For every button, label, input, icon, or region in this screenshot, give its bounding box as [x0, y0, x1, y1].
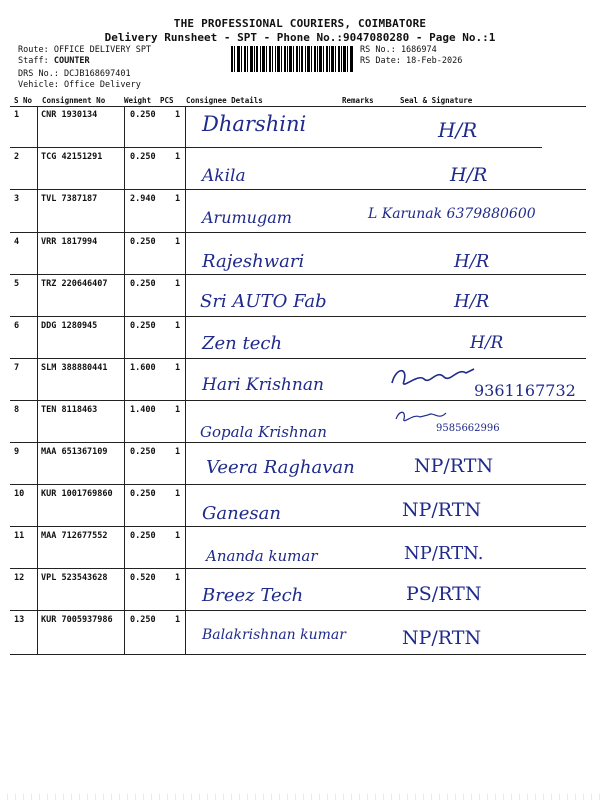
- row-weight: 1.400: [130, 405, 156, 415]
- row-weight: 0.250: [130, 152, 156, 162]
- row-consignment: DDG 1280945: [41, 321, 98, 331]
- table-row: [10, 317, 586, 358]
- row-weight: 2.940: [130, 194, 156, 204]
- handwritten-consignee: Ananda kumar: [206, 547, 318, 565]
- col-sno: S No: [14, 96, 33, 105]
- handwritten-consignee: Dharshini: [202, 112, 307, 136]
- row-pcs: 1: [175, 615, 181, 625]
- row-pcs: 1: [175, 110, 181, 120]
- handwritten-consignee: Veera Raghavan: [206, 457, 355, 478]
- row-weight: 0.520: [130, 573, 156, 583]
- row-consignment: TEN 8118463: [41, 405, 98, 415]
- scan-noise: [0, 794, 600, 800]
- table-row: [10, 233, 586, 274]
- row-consignment: VRR 1817994: [41, 237, 98, 247]
- col-consignment: Consignment No: [42, 96, 106, 105]
- handwritten-seal: NP/RTN: [402, 499, 482, 521]
- row-consignment: SLM 388880441: [41, 363, 108, 373]
- table-row: [10, 106, 586, 147]
- row-pcs: 1: [175, 573, 181, 583]
- row-weight: 0.250: [130, 615, 156, 625]
- row-pcs: 1: [175, 321, 181, 331]
- row-pcs: 1: [175, 531, 181, 541]
- row-weight: 0.250: [130, 237, 156, 247]
- handwritten-consignee: Ganesan: [202, 503, 281, 524]
- row-weight: 0.250: [130, 447, 156, 457]
- handwritten-seal: L Karunak 6379880600: [368, 206, 536, 222]
- row-consignment: TCG 42151291: [41, 152, 103, 162]
- row-sno: 6: [14, 321, 20, 331]
- row-pcs: 1: [175, 237, 181, 247]
- col-seal: Seal & Signature: [400, 96, 473, 105]
- signature-scribble: [388, 363, 478, 391]
- staff-line: [18, 56, 90, 67]
- handwritten-consignee: Zen tech: [202, 333, 283, 354]
- col-remarks: Remarks: [342, 96, 374, 105]
- company-title: THE PROFESSIONAL COURIERS, COIMBATORE: [173, 17, 427, 30]
- handwritten-consignee: Hari Krishnan: [202, 375, 324, 395]
- row-pcs: 1: [175, 489, 181, 499]
- row-weight: 1.600: [130, 363, 156, 373]
- handwritten-consignee: Breez Tech: [202, 585, 304, 606]
- handwritten-consignee: Rajeshwari: [202, 251, 305, 272]
- row-sno: 4: [14, 237, 20, 247]
- row-sno: 1: [14, 110, 20, 120]
- drs-number: DRS No.: DCJB168697401: [18, 69, 131, 79]
- row-weight: 0.250: [130, 531, 156, 541]
- handwritten-seal: H/R: [454, 251, 490, 272]
- handwritten-consignee: Gopala Krishnan: [200, 423, 327, 441]
- handwritten-seal: NP/RTN: [402, 627, 482, 649]
- row-pcs: 1: [175, 363, 181, 373]
- row-sno: 8: [14, 405, 20, 415]
- row-sno: 3: [14, 194, 20, 204]
- handwritten-consignee: Sri AUTO Fab: [200, 291, 327, 312]
- row-rule: [10, 654, 586, 655]
- row-weight: 0.250: [130, 110, 156, 120]
- vehicle-text: Vehicle: Office Delivery: [18, 80, 141, 90]
- table-row: [10, 275, 586, 316]
- table-row: [10, 190, 586, 231]
- col-weight: Weight: [124, 96, 152, 105]
- barcode: [231, 46, 353, 72]
- row-weight: 0.250: [130, 489, 156, 499]
- handwritten-consignee: Balakrishnan kumar: [202, 627, 346, 643]
- row-weight: 0.250: [130, 279, 156, 289]
- table-row: [10, 611, 586, 652]
- row-pcs: 1: [175, 194, 181, 204]
- col-consignee: Consignee Details: [186, 96, 263, 105]
- row-sno: 12: [14, 573, 25, 583]
- row-consignment: TRZ 220646407: [41, 279, 108, 289]
- table-row: [10, 359, 586, 400]
- staff-label: Staff:: [18, 56, 49, 66]
- row-sno: 9: [14, 447, 20, 457]
- row-sno: 11: [14, 531, 25, 541]
- table-row: [10, 148, 586, 189]
- handwritten-seal: H/R: [454, 291, 490, 312]
- handwritten-seal: 9361167732: [474, 381, 576, 400]
- row-sno: 7: [14, 363, 20, 373]
- route-text: Route: OFFICE DELIVERY SPT: [18, 45, 152, 55]
- row-consignment: KUR 1001769860: [41, 489, 113, 499]
- row-pcs: 1: [175, 405, 181, 415]
- handwritten-seal: H/R: [450, 164, 488, 186]
- table-row: [10, 569, 586, 610]
- row-consignment: KUR 7005937986: [41, 615, 113, 625]
- handwritten-seal: H/R: [438, 118, 478, 142]
- handwritten-seal: PS/RTN: [406, 583, 482, 605]
- handwritten-seal: NP/RTN.: [404, 543, 484, 564]
- handwritten-seal: 9585662996: [436, 423, 500, 434]
- row-weight: 0.250: [130, 321, 156, 331]
- row-sno: 2: [14, 152, 20, 162]
- row-consignment: MAA 712677552: [41, 531, 108, 541]
- handwritten-consignee: Akila: [202, 166, 246, 186]
- row-consignment: MAA 651367109: [41, 447, 108, 457]
- row-pcs: 1: [175, 279, 181, 289]
- handwritten-seal: H/R: [470, 333, 504, 353]
- table-row: [10, 401, 586, 442]
- table-row: [10, 527, 586, 568]
- row-sno: 13: [14, 615, 25, 625]
- row-sno: 10: [14, 489, 25, 499]
- runsheet-title: Delivery Runsheet - SPT - Phone No.:9047080280 - Page No.:1: [104, 31, 496, 44]
- row-consignment: VPL 523543628: [41, 573, 108, 583]
- table-row: [10, 443, 586, 484]
- col-pcs: PCS: [160, 96, 174, 105]
- row-pcs: 1: [175, 152, 181, 162]
- row-consignment: TVL 7387187: [41, 194, 98, 204]
- table-row: [10, 485, 586, 526]
- handwritten-consignee: Arumugam: [202, 208, 292, 227]
- row-pcs: 1: [175, 447, 181, 457]
- staff-value: COUNTER: [53, 56, 90, 66]
- rs-number: RS No.: 1686974: [360, 45, 437, 55]
- handwritten-seal: NP/RTN: [414, 455, 494, 477]
- row-consignment: CNR 1930134: [41, 110, 98, 120]
- rs-date: RS Date: 18-Feb-2026: [360, 56, 463, 66]
- row-sno: 5: [14, 279, 20, 289]
